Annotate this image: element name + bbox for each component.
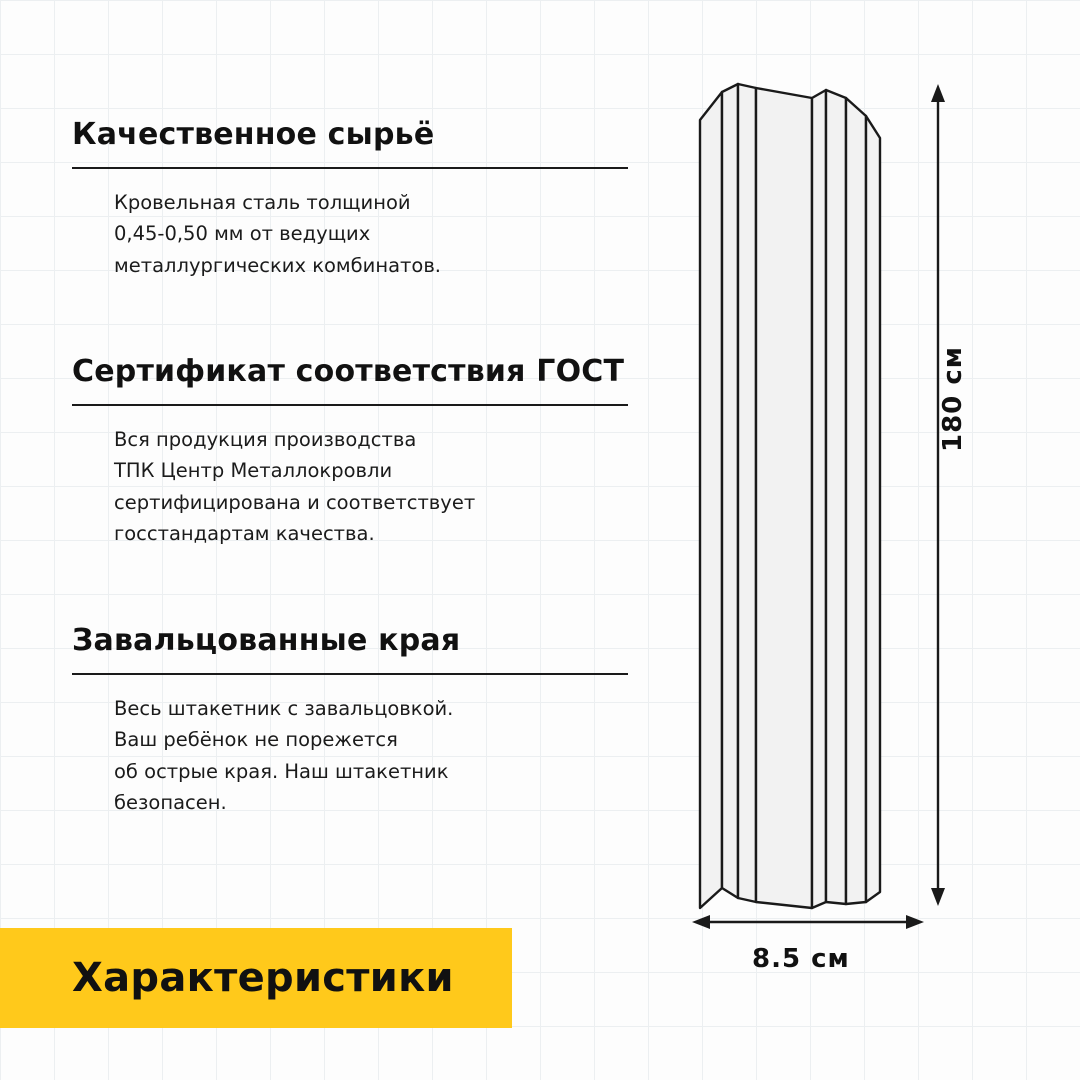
height-dimension-label: 180 см — [938, 346, 968, 452]
banner-label: Характеристики — [72, 955, 454, 1001]
height-dimension-line — [931, 84, 945, 906]
feature-title: Завальцованные края — [72, 623, 461, 659]
features-list — [72, 118, 632, 819]
feature-description — [72, 187, 632, 282]
feature-description-line: госстандартам качества. — [114, 522, 375, 546]
feature-description-line: металлургических комбинатов. — [114, 253, 442, 277]
feature-divider — [72, 167, 628, 169]
picket-fence-board-drawing — [700, 84, 880, 908]
feature-title: Качественное сырьё — [72, 117, 435, 152]
feature-description-line: Весь штакетник с завальцовкой. — [114, 696, 454, 720]
characteristics-banner — [0, 928, 512, 1028]
feature-description-line: об острые края. Наш штакетник — [114, 759, 449, 783]
feature-description-line: Вся продукция производства — [114, 427, 417, 451]
feature-description-line: Кровельная сталь толщиной — [114, 190, 411, 214]
feature-block-raw-material — [72, 118, 632, 281]
feature-description-line: сертифицирована и соответствует — [114, 490, 476, 514]
feature-description-line: Ваш ребёнок не порежется — [114, 728, 398, 752]
feature-divider — [72, 673, 628, 675]
feature-description-line: безопасен. — [114, 791, 227, 815]
feature-description — [72, 693, 632, 819]
feature-block-rolled-edges — [72, 624, 632, 819]
width-dimension-line — [692, 915, 924, 929]
feature-block-gost-certificate — [72, 355, 632, 550]
feature-title: Сертификат соответствия ГОСТ — [72, 354, 625, 390]
feature-description-line: ТПК Центр Металлокровли — [114, 459, 393, 483]
feature-description — [72, 424, 632, 550]
width-dimension-label: 8.5 см — [752, 944, 850, 974]
feature-divider — [72, 404, 628, 406]
feature-description-line: 0,45-0,50 мм от ведущих — [114, 222, 371, 246]
product-illustration — [660, 60, 1000, 940]
